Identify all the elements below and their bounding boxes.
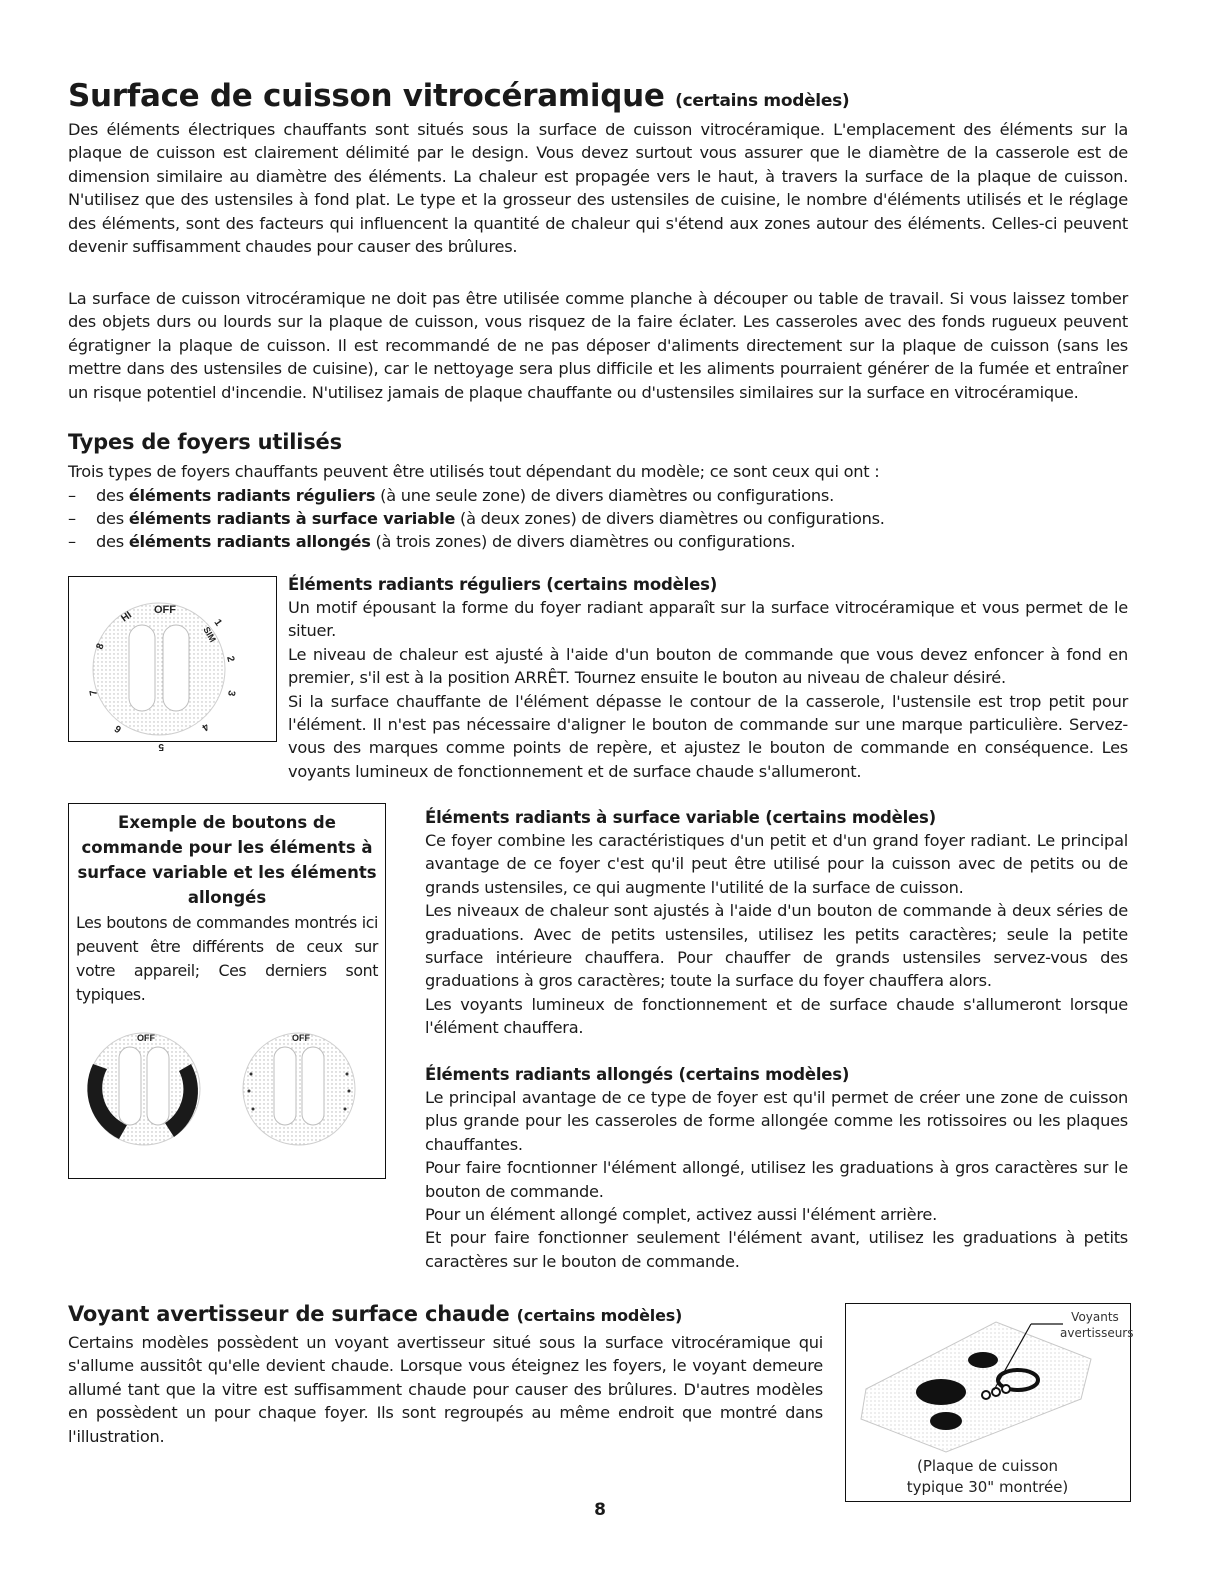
variable-text: Ce foyer combine les caractéristiques d'un petit et d'un grand foyer radiant. Le principal avantage de ce foyer c'est qu'il peut être utilisé pour la cuisson avec de petits ou de grands ustensiles, ce qui augmente l'utilité de la surface de cuisson. [425,831,1128,897]
knob-grip-right [147,1047,169,1125]
knob-off-label: OFF [154,604,176,616]
variable-text-3: Les voyants lumineux de fonctionnement et de surface chaude s'allumeront lorsque l'élément chauffera. [425,994,1128,1038]
knob-grip-left [274,1047,296,1125]
voyant-heading-qualifier: (certains modèles) [516,1306,683,1325]
callout-line-1: Voyants [1071,1310,1119,1324]
knob-hi-label: HI [119,609,134,625]
cooktop-figure [845,1303,1134,1502]
bullet-rest: (à trois zones) de divers diamètres ou configurations. [370,532,796,551]
warning-light [982,1391,990,1399]
knob-number: 3 [225,689,237,697]
bullet-bold: éléments radiants allongés [128,532,371,551]
knob-tick [346,1073,349,1076]
variable-text-2: Les niveaux de chaleur sont ajustés à l'aide d'un bouton de commande à deux séries de graduations. Avec de petits ustensiles, utilisez les petits caractères; seule la petite surface intérieure chauffera. Pour chauffer de grands ustensiles servez-vous des graduations à gros caractères; toute la surface du foyer chauffera alors. [425,901,1128,991]
allonges-section [425,1063,1128,1273]
voyant-heading [68,1302,682,1326]
knob-tick [250,1073,253,1076]
page-number: 8 [594,1500,606,1520]
knob-number: 6 [112,722,124,735]
allonges-text-4: Et pour faire fonctionner seulement l'élément avant, utilisez les graduations à petits caractères sur le bouton de commande. [425,1228,1128,1271]
burner-front [930,1412,962,1430]
knob-off-label: OFF [292,1033,310,1043]
title-main: Surface de cuisson vitrocéramique [68,78,665,114]
bullet-rest: (à une seule zone) de divers diamètres ou configurations. [375,486,835,505]
knob-number: 4 [199,720,211,733]
variable-section [425,806,1128,1040]
bullet-item [68,530,795,553]
knob-tick [252,1108,255,1111]
bullet-prefix: des [96,486,129,505]
knob-tick [344,1108,347,1111]
reguliers-text-2: Le niveau de chaleur est ajusté à l'aide d'un bouton de commande que vous devez enfoncer à fond en premier, s'il est à la position ARRÊT. Tournez ensuite le bouton au niveau de chaleur désiré. [288,644,1128,688]
bullet-dash: – [68,486,76,505]
knob-grip-right [163,625,189,711]
allonges-text: Le principal avantage de ce type de foyer est qu'il permet de créer une zone de cuisson plus grande pour les casseroles de forme allongée comme les rotissoires ou les plaques chauffantes. [425,1088,1128,1154]
reguliers-heading: Éléments radiants réguliers (certains modèles) [288,575,718,594]
dual-knobs-illustration [79,1019,377,1149]
bullet-bold: éléments radiants réguliers [128,486,376,505]
knob-body [243,1033,355,1145]
bullet-dash: – [68,532,76,551]
knob-off-label: OFF [137,1033,155,1043]
knob-grip-left [129,625,155,711]
knob-number: 2 [224,654,237,664]
caption-line-1: (Plaque de cuisson [916,1457,1059,1475]
callout-label [1060,1309,1134,1341]
variable-heading: Éléments radiants à surface variable (certains modèles) [425,808,936,827]
types-intro: Trois types de foyers chauffants peuvent être utilisés tout dépendant du modèle; ce sont ceux qui ont : [68,462,880,481]
single-knob-figure [68,576,277,752]
bullet-prefix: des [96,509,129,528]
title-qualifier: (certains modèles) [675,91,850,111]
figure-caption [846,1456,1129,1498]
bullet-bold: éléments radiants à surface variable [128,509,456,528]
reguliers-text-3: Si la surface chauffante de l'élément dépasse le contour de la casserole, l'ustensile est trop petit pour l'élément. Il n'est pas nécessaire d'aligner le bouton de commande sur une marque particulière. Servez-vous des marques comme points de repère, et ajustez le bouton de commande en conséquence. Les voyants lumineux de fonctionnement et de surface chaude s'allumeront. [288,691,1128,781]
caption-line-2: typique 30" montrée) [906,1478,1069,1496]
types-heading: Types de foyers utilisés [68,430,342,454]
bullet-item [68,484,834,507]
knob-grip-right [302,1047,324,1125]
allonges-text-3: Pour un élément allongé complet, activez aussi l'élément arrière. [425,1205,938,1225]
warning-light [992,1388,1000,1396]
warning-light [1002,1385,1010,1393]
cooktop-surface [861,1322,1091,1452]
knob-number: 8 [94,642,107,652]
burner-left [916,1379,966,1405]
knob-grip-left [119,1047,141,1125]
knob-tick [248,1090,251,1093]
knob-body [93,603,225,735]
single-knob-illustration [69,577,275,752]
knob-tick [348,1090,351,1093]
reguliers-section [288,573,1128,783]
knob-number: 1 [211,617,224,629]
example-box [68,803,386,1179]
allonges-text-2: Pour faire focntionner l'élément allongé, utilisez les graduations à gros caractères sur le bouton de commande. [425,1158,1128,1201]
allonges-heading: Éléments radiants allongés (certains modèles) [425,1065,850,1084]
knob-sim-label: SIM [201,625,218,644]
example-heading: Exemple de boutons de commande pour les éléments à surface variable et les éléments allongés [77,813,377,907]
bullet-rest: (à deux zones) de divers diamètres ou configurations. [455,509,885,528]
intro-paragraph-2: La surface de cuisson vitrocéramique ne doit pas être utilisée comme planche à découper ou table de travail. Si vous laissez tomber des objets durs ou lourds sur la plaque de cuisson, vous risquez de la faire éclater. Les casseroles avec des fonds rugueux peuvent égratigner la plaque de cuisson. Il est recommandé de ne pas déposer d'aliments directement sur la plaque de cuisson (sans les mettre dans des ustensiles de cuisine), car le nettoyage sera plus difficile et les aliments pourraient générer de la fumée et entraîner un risque potentiel d'incendie. N'utilisez jamais de plaque chauffante ou d'ustensiles similaires sur la surface en vitrocéramique. [68,289,1128,402]
page-title [68,78,849,114]
bullet-prefix: des [96,532,129,551]
voyant-text: Certains modèles possèdent un voyant avertisseur situé sous la surface vitrocéramique qui s'allume aussitôt qu'elle devient chaude. Lorsque vous éteignez les foyers, le voyant demeure allumé tant que la vitre est suffisamment chaude pour causer des brûlures. D'autres modèles en possèdent un pour chaque foyer. Ils sont regroupés au même endroit que montré dans l'illustration. [68,1333,823,1446]
voyant-heading-main: Voyant avertisseur de surface chaude [68,1302,510,1326]
callout-line-2: avertisseurs [1060,1326,1134,1340]
knob-number: 5 [158,741,164,752]
bullet-dash: – [68,509,76,528]
intro-paragraph-1: Des éléments électriques chauffants sont situés sous la surface de cuisson vitrocéramique. L'emplacement des éléments sur la plaque de cuisson est clairement délimité par le design. Vous devez surtout vous assurer que le diamètre de la casserole est de dimension similaire au diamètre des éléments. La chaleur est propagée vers le haut, à travers la surface de la plaque de cuisson. N'utilisez que des ustensiles à fond plat. Le type et la grosseur des ustensiles de cuisine, le nombre d'éléments utilisés et le réglage des éléments, sont des facteurs qui influencent la quantité de chaleur qui s'étend aux zones autour des éléments. Celles-ci peuvent devenir suffisamment chaudes pour causer des brûlures. [68,120,1128,257]
reguliers-text: Un motif épousant la forme du foyer radiant apparaît sur la surface vitrocéramique et vous permet de le situer. [288,598,1128,641]
burner-back [968,1352,998,1368]
knob-number: 7 [88,689,100,697]
bullet-item [68,507,885,530]
example-text: Les boutons de commandes montrés ici peuvent être différents de ceux sur votre appareil; Ces derniers sont typiques. [76,913,378,1004]
